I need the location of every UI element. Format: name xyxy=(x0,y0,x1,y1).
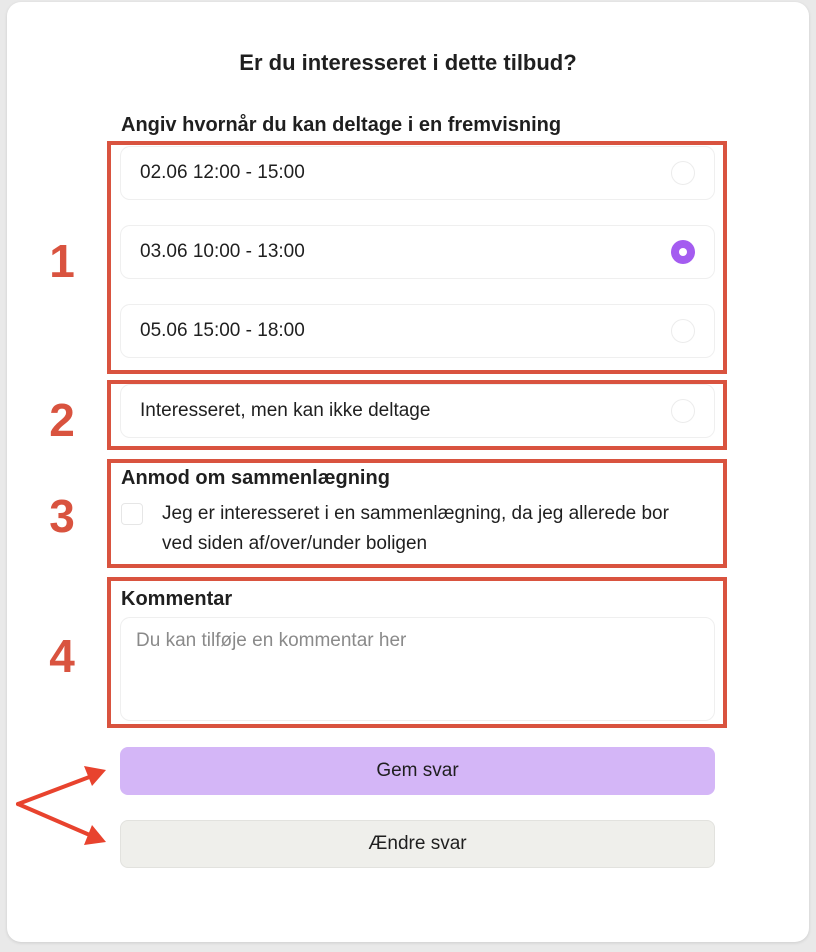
time-slot-label: 03.06 10:00 - 13:00 xyxy=(140,241,305,262)
time-slot-label: 02.06 12:00 - 15:00 xyxy=(140,162,305,183)
annotation-number-1: 1 xyxy=(49,235,75,287)
viewing-label: Angiv hvornår du kan deltage i en fremvisning xyxy=(121,114,562,136)
save-button[interactable]: Gem svar xyxy=(120,747,715,795)
merge-label: Anmod om sammenlægning xyxy=(121,467,390,489)
time-slot-label: 05.06 15:00 - 18:00 xyxy=(140,320,305,341)
comment-label: Kommentar xyxy=(121,588,233,610)
merge-checkbox-text: Jeg er interesseret i en sammenlægning, da jeg allerede bor ved siden af/over/under boligen xyxy=(162,503,669,554)
annotation-number-2: 2 xyxy=(49,394,75,446)
page-title: Er du interesseret i dette tilbud? xyxy=(239,50,577,75)
arrow-to-change-line xyxy=(18,804,92,836)
annotation-number-4: 4 xyxy=(49,630,75,682)
arrow-to-save-line xyxy=(18,776,92,804)
change-answer-button[interactable]: Ændre svar xyxy=(120,820,715,868)
cannot-attend-label: Interesseret, men kan ikke deltage xyxy=(140,400,431,421)
annotation-number-3: 3 xyxy=(49,490,75,542)
